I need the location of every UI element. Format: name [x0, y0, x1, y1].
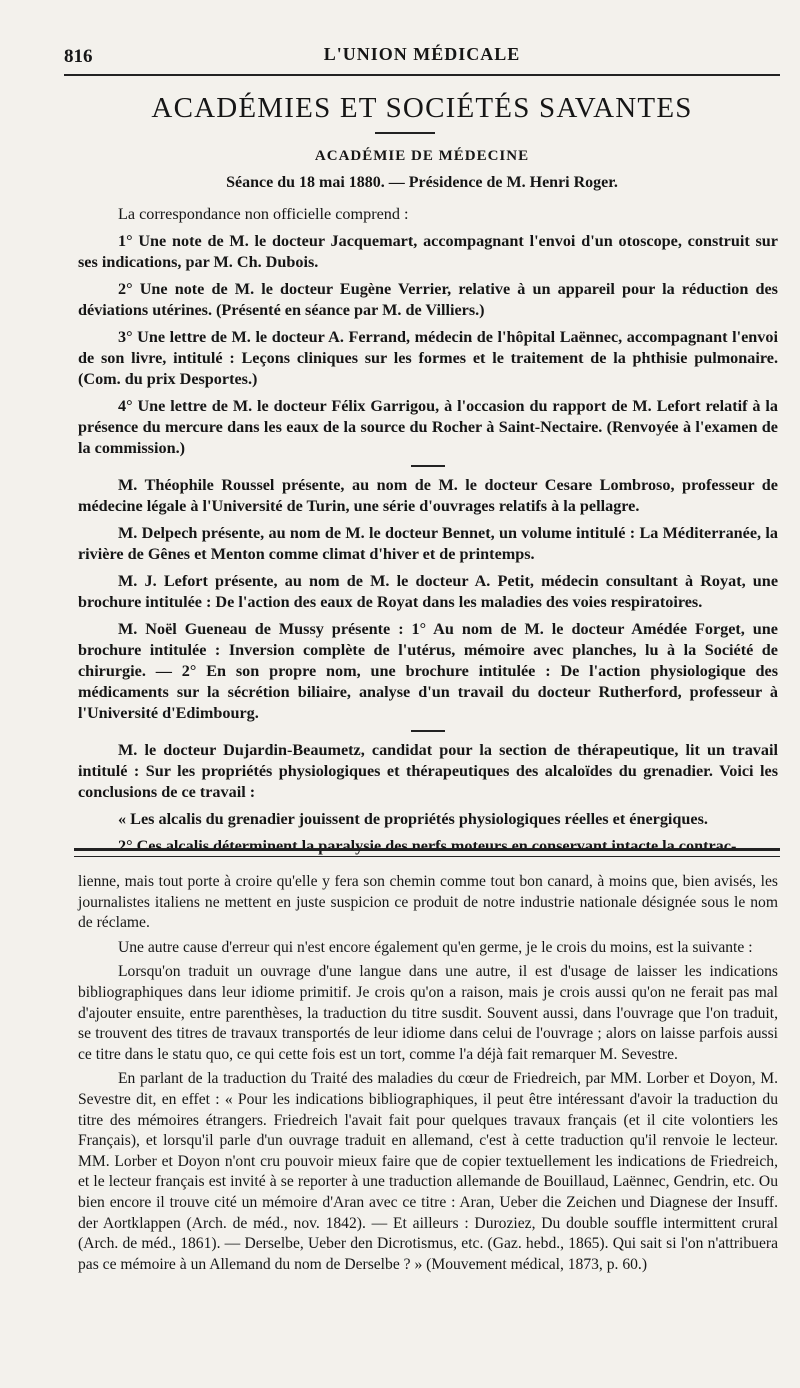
paragraph: M. Delpech présente, au nom de M. le docteur Bennet, un volume intitulé : La Méditerranée, la rivière de Gênes et Menton comme climat d'hiver et de printemps.	[78, 524, 778, 563]
journal-title: L'UNION MÉDICALE	[323, 44, 521, 64]
page-number: 816	[64, 46, 93, 67]
feuilleton-rule	[74, 848, 780, 851]
paragraph: Une autre cause d'erreur qui n'est encore également qu'en germe, je le crois du moins, est la suivante :	[118, 938, 753, 956]
paragraph: La correspondance non officielle comprend :	[118, 205, 409, 223]
paragraph: 2° Une note de M. le docteur Eugène Verrier, relative à un appareil pour la réduction des déviations utérines. (Présenté en séance par M. de Villiers.)	[78, 280, 778, 319]
paragraph: M. Noël Gueneau de Mussy présente : 1° Au nom de M. le docteur Amédée Forget, une brochure intitulée : Inversion complète de l'utérus, mémoire avec planches, lu à la Société de chirurgie. — 2° En son propre nom, une brochure intitulée : De l'action physiologique des médicaments sur la sécrétion biliaire, analyse d'un travail du docteur Rutherford, professeur à l'Université d'Edimbourg.	[78, 620, 778, 722]
feuilleton-rule-thin	[74, 856, 780, 857]
running-header	[64, 44, 780, 74]
separator	[411, 730, 445, 732]
upper-column	[78, 204, 778, 863]
paragraph: M. le docteur Dujardin-Beaumetz, candidat pour la section de thérapeutique, lit un travail intitulé : Sur les propriétés physiologiques et thérapeutiques des alcaloïdes du grenadier. Voici les conclusions de ce travail :	[78, 741, 778, 801]
paragraph: 4° Une lettre de M. le docteur Félix Garrigou, à l'occasion du rapport de M. Lefort relatif à la présence du mercure dans les eaux de la source du Rocher à Saint-Nectaire. (Renvoyée à l'examen de la commission.)	[78, 397, 778, 457]
paragraph: 3° Une lettre de M. le docteur A. Ferrand, médecin de l'hôpital Laënnec, accompagnant l'envoi de son livre, intitulé : Leçons cliniques sur les formes et le traitement de la phthisie pulmonaire. (Com. du prix Desportes.)	[78, 328, 778, 388]
paragraph: En parlant de la traduction du Traité des maladies du cœur de Friedreich, par MM. Lorber et Doyon, M. Sevestre dit, en effet : « Pour les indications bibliographiques, il peut être intéressant d'avoir la traduction du titre des mémoires étrangers. Friedreich l'avait fait pour quelques travaux français (et il cite volontiers les Français), et lorsqu'il parle d'un ouvrage traduit en allemand, c'est à cette traduction qu'il renvoie le lecteur. MM. Lorber et Doyon n'ont cru pouvoir mieux faire que de copier textuellement les indications de Friedreich, et le lecteur français est invité à se reporter à une traduction allemande de Bouillaud, Laënnec, Gendrin, etc. Ou bien encore il trouve cité un mémoire d'Aran avec ce titre : Aran, Ueber die Zeichen und Diagnese der Insuff. der Aortklappen (Arch. de méd., nov. 1842). — Et ailleurs : Duroziez, Du double souffle intermittent crural (Arch. de méd., 1861). — Derselbe, Ueber den Dicrotismus, etc. (Gaz. hebd., 1865). Qui sait si l'on n'attribuera pas ce mémoire à un Allemand du nom de Derselbe ? » (Mouvement médical, 1873, p. 60.)	[78, 1070, 778, 1273]
paragraph: 1° Une note de M. le docteur Jacquemart, accompagnant l'envoi d'un otoscope, construit sur ses indications, par M. Ch. Dubois.	[78, 232, 778, 271]
title-rule	[375, 132, 435, 134]
academy-heading: ACADÉMIE DE MÉDECINE	[314, 148, 530, 164]
paragraph: M. J. Lefort présente, au nom de M. le docteur A. Petit, médecin consultant à Royat, une brochure intitulée : De l'action des eaux de Royat dans les maladies des voies respiratoires.	[78, 572, 778, 611]
paragraph: 2° Ces alcalis déterminent la paralysie des nerfs moteurs en conservant intacte la contrac-	[118, 837, 737, 855]
feuilleton-column	[78, 872, 778, 1279]
separator	[411, 465, 445, 467]
session-line: Séance du 18 mai 1880. — Présidence de M. Henri Roger.	[226, 174, 618, 191]
header-rule	[64, 74, 780, 76]
paragraph: « Les alcalis du grenadier jouissent de propriétés physiologiques réelles et énergiques.	[118, 810, 708, 828]
paragraph: M. Théophile Roussel présente, au nom de M. le docteur Cesare Lombroso, professeur de médecine légale à l'Université de Turin, une série d'ouvrages relatifs à la pellagre.	[78, 476, 778, 515]
section-title: ACADÉMIES ET SOCIÉTÉS SAVANTES	[151, 92, 693, 124]
paragraph: lienne, mais tout porte à croire qu'elle y fera son chemin comme tout bon canard, à moins que, bien avisés, les journalistes italiens ne mettent en juste suspicion ce produit de notre industrie nationale désignée sous le nom de réclame.	[78, 873, 778, 932]
paragraph: Lorsqu'on traduit un ouvrage d'une langue dans une autre, il est d'usage de laisser les indications bibliographiques dans leur idiome primitif. Je crois qu'on a raison, mais je crois aussi qu'on ne ferait pas mal d'ajouter ensuite, entre parenthèses, la traduction du titre susdit. Souvent aussi, dans l'ouvrage que l'on traduit, se trouvent des titres de travaux transportés de leur idiome dans celui de l'ouvrage ; alors on laisse parfois aussi ce titre dans le statu quo, ce qui cette fois est un tort, comme l'a déjà fait remarquer M. Sevestre.	[78, 963, 778, 1063]
